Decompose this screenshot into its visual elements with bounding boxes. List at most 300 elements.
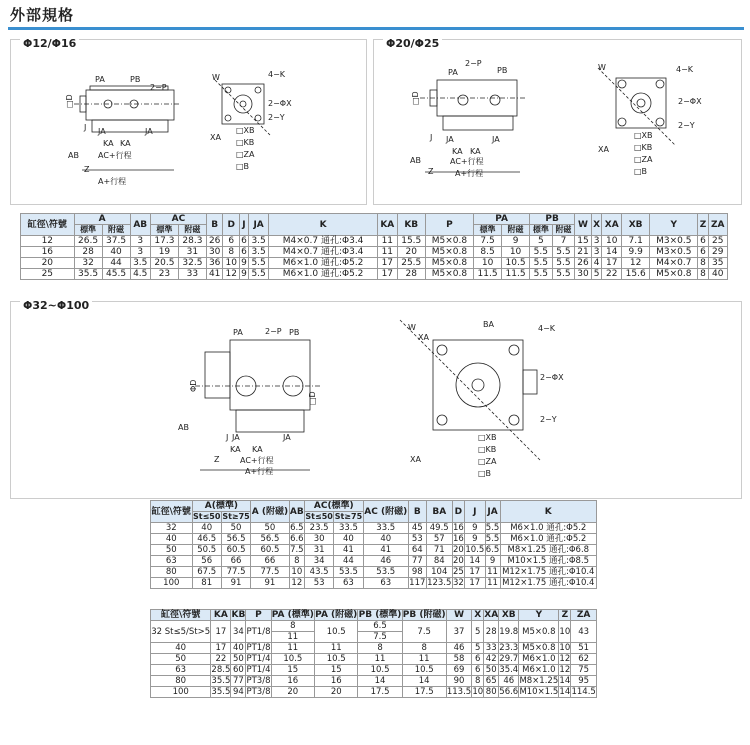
table-cell: 23.3 — [499, 643, 519, 653]
svg-text:□D: □D — [411, 91, 420, 105]
svg-text:AC+行程: AC+行程 — [450, 157, 484, 166]
svg-text:JA: JA — [98, 127, 106, 136]
table-cell: 65 — [484, 676, 499, 687]
table-cell: M10×1.5 通孔:Φ8.5 — [500, 556, 596, 567]
svg-text:AB: AB — [68, 151, 79, 160]
table-cell: M4×0.7 — [650, 258, 698, 269]
table-row — [151, 643, 597, 654]
table-cell: 114.5 — [571, 687, 596, 697]
table-cell: 12 — [622, 258, 650, 269]
table-cell: 9 — [241, 269, 247, 279]
svg-text:A+行程: A+行程 — [98, 177, 127, 186]
table-cell: 8.5 — [474, 247, 502, 258]
svg-text:KA: KA — [470, 147, 481, 156]
table-cell: 43.5 — [304, 567, 333, 578]
table-cell: 60.5 — [221, 545, 250, 556]
table-cell: 6 — [223, 236, 240, 247]
table-cell: 16 — [452, 534, 464, 544]
table-cell: 9 — [241, 258, 247, 268]
table-cell: 5.5 — [485, 534, 500, 544]
table-cell: 15 — [271, 665, 314, 676]
table-cell: 3 — [591, 247, 602, 258]
table-row — [21, 236, 728, 247]
table-cell: 17.5 — [402, 687, 446, 698]
svg-text:PB: PB — [130, 75, 141, 84]
table-cell: 35.5 — [211, 687, 231, 697]
table-cell: 10 — [502, 247, 530, 258]
svg-text:□B: □B — [634, 167, 648, 176]
table-cell: 77.5 — [221, 567, 250, 578]
table-cell: 8 — [472, 676, 484, 687]
table-cell: 29.7 — [499, 654, 519, 664]
table-cell: 104 — [426, 567, 452, 578]
table-cell: 77.5 — [251, 567, 290, 578]
table-cell: 117 — [409, 578, 426, 588]
table-cell: 50 — [251, 523, 290, 534]
table-cell: 45 — [408, 523, 426, 534]
table-cell: 28.5 — [211, 665, 231, 675]
table-cell: 5.5 — [485, 523, 500, 533]
table-cell: 17 — [377, 269, 397, 280]
svg-text:PA: PA — [95, 75, 105, 84]
table-header: XB — [499, 610, 519, 621]
table-header: Z — [559, 610, 571, 621]
svg-text:4−K: 4−K — [676, 65, 694, 74]
svg-text:AB: AB — [410, 156, 421, 165]
table-cell: 91 — [251, 578, 290, 589]
svg-text:AC+行程: AC+行程 — [98, 151, 132, 160]
table-cell: 71 — [426, 545, 452, 556]
table-cell: 11 — [358, 654, 402, 665]
table-cell: 49.5 — [426, 523, 452, 534]
table-cell: M8×1.25 通孔:Φ6.8 — [500, 545, 596, 556]
table-cell: 35.4 — [499, 665, 519, 675]
table-row — [151, 545, 597, 556]
table-cell: 11 — [271, 643, 314, 654]
table-cell: 8 — [223, 247, 240, 258]
table-cell: 80 — [151, 567, 193, 578]
table-cell: 32 — [151, 523, 193, 534]
table-cell: 67.5 — [192, 567, 221, 578]
drawing-large-front — [400, 320, 564, 478]
table-cell: M5×0.8 — [650, 269, 698, 280]
table-cell: 11 — [377, 247, 397, 258]
table-cell: 10.5 — [402, 665, 446, 676]
table-cell: 100 — [151, 578, 193, 589]
table-cell: 5.5 — [552, 247, 575, 258]
spec-table-large-b — [150, 609, 597, 698]
table-cell: 63 — [334, 578, 363, 589]
table-cell: 7.5 — [474, 236, 502, 247]
table-cell: 3 — [130, 247, 150, 258]
table-cell: 10.5 — [358, 665, 402, 676]
table-cell: 42 — [484, 654, 499, 665]
svg-text:2−ΦX: 2−ΦX — [678, 97, 702, 106]
table-cell: M3×0.5 — [650, 247, 698, 258]
table-cell: 15.5 — [397, 236, 425, 247]
table-cell: 28 — [74, 247, 102, 258]
table-cell: 9 — [465, 534, 486, 545]
table-row — [151, 654, 597, 665]
table-header: PA (標準) — [271, 610, 314, 620]
table-row — [151, 665, 597, 676]
table-cell: 17.5 — [358, 687, 402, 698]
svg-text:□KB: □KB — [478, 445, 497, 454]
table-cell: M6×1.0 通孔:Φ5.2 — [500, 523, 596, 534]
table-cell: 12 — [289, 578, 304, 589]
svg-text:XA: XA — [410, 455, 421, 464]
table-cell: 14 — [402, 676, 446, 687]
table-cell: 16 — [271, 676, 314, 687]
table-cell: M12×1.75 通孔:Φ10.4 — [500, 578, 596, 589]
table-cell: 17 — [465, 567, 486, 578]
svg-text:AC+行程: AC+行程 — [240, 456, 274, 465]
table-cell: 75 — [571, 665, 597, 676]
table-cell: 9.9 — [622, 247, 650, 258]
svg-text:JA: JA — [283, 433, 291, 442]
table-cell: 53.5 — [363, 567, 408, 578]
table-cell: 40 — [363, 534, 408, 545]
table-cell: M5×0.8 — [519, 643, 559, 654]
table-cell: 14 — [602, 247, 622, 258]
table-cell: 16 — [452, 523, 464, 533]
svg-text:Z: Z — [84, 165, 90, 174]
table-cell: 58 — [446, 654, 472, 665]
table-row — [151, 567, 597, 578]
table-cell: 5 — [591, 269, 602, 280]
table-cell: 50 — [151, 654, 211, 665]
svg-text:PA: PA — [448, 68, 458, 77]
table-cell: 10 — [472, 687, 484, 697]
svg-text:2−Y: 2−Y — [678, 121, 695, 130]
table-cell: 56 — [192, 556, 221, 567]
svg-text:W: W — [408, 323, 416, 332]
table-cell: 32.5 — [178, 258, 206, 269]
table-cell: 22 — [211, 654, 231, 665]
svg-text:□D: □D — [308, 391, 317, 405]
table-cell: 41 — [206, 269, 223, 280]
table-cell: M6×1.0 — [519, 654, 559, 665]
table-cell: 11 — [485, 567, 500, 578]
drawing-small-side — [65, 75, 180, 186]
table-cell: M5×0.8 — [425, 258, 473, 269]
table-cell: 25.5 — [397, 258, 425, 269]
table-row: 11 7.5 — [151, 632, 597, 643]
table-cell: 20.5 — [150, 258, 178, 269]
table-cell: 7 — [552, 236, 575, 247]
table-cell: 22 — [602, 269, 622, 280]
table-cell: 63 — [151, 556, 193, 567]
svg-text:KA: KA — [120, 139, 131, 148]
table-cell: 20 — [315, 687, 358, 698]
svg-text:□KB: □KB — [236, 138, 255, 147]
table-cell: 35.5 — [74, 269, 102, 280]
table-cell: 63 — [151, 665, 211, 676]
svg-text:AB: AB — [178, 423, 189, 432]
svg-text:JA: JA — [232, 433, 240, 442]
table-row — [21, 258, 728, 269]
svg-text:XA: XA — [418, 333, 429, 342]
table-cell: 20 — [452, 556, 464, 566]
table-cell: PT3/8 — [246, 676, 271, 686]
svg-text:Z: Z — [214, 455, 220, 464]
table-cell: M6×1.0 — [519, 665, 559, 676]
table-cell: 28.3 — [178, 236, 206, 247]
svg-text:XA: XA — [210, 133, 221, 142]
drawing-small-front — [210, 70, 292, 171]
svg-text:□B: □B — [478, 469, 492, 478]
table-row — [21, 247, 728, 258]
table-cell: 8 — [358, 643, 402, 654]
table-cell: 113.5 — [446, 687, 472, 697]
table-cell: 46 — [363, 556, 408, 567]
table-row — [151, 687, 597, 698]
table-cell: M6×1.0 通孔:Φ5.2 — [269, 269, 378, 280]
table-cell: 50 — [221, 523, 250, 534]
table-cell: 21 — [575, 247, 592, 258]
table-cell: 26.5 — [74, 236, 102, 247]
table-cell: 40 — [708, 269, 728, 280]
drawing-medium-front — [598, 63, 702, 176]
table-cell: 20 — [452, 545, 464, 555]
table-cell: 12 — [559, 654, 571, 664]
table-cell: 56.5 — [251, 534, 290, 545]
table-cell: 80 — [484, 687, 499, 698]
table-cell: 20 — [21, 258, 75, 269]
svg-text:A+行程: A+行程 — [245, 467, 274, 476]
table-cell: 50.5 — [192, 545, 221, 556]
table-cell: 5.5 — [552, 269, 575, 280]
table-cell: 30 — [304, 534, 333, 545]
table-cell: 10 — [602, 236, 622, 247]
table-header: ZA — [571, 610, 597, 621]
table-cell: PT1/8 — [246, 643, 271, 653]
svg-text:KA: KA — [252, 445, 263, 454]
table-cell: 31 — [178, 247, 206, 258]
svg-text:□D: □D — [65, 94, 74, 108]
svg-text:XA: XA — [598, 145, 609, 154]
table-cell: 8 — [698, 269, 708, 280]
spec-table-large-a: 缸徑\符號 A(標準) A (附磁) AB AC(標準) AC (附磁) B BA D J JA K St≤50 St≥75 St≤50 St≥75 32 40 50 50 6.5 23.5 33.5 33.5 45 49.5 16 9 5.5 M6×1.0 通孔:Φ5.2 40 46.5 56.5 56.5 6.6 30 40 40 53 57 16 9 5.5 M6×1.0 通孔:Φ5.2 50 50.5 60.5 60.5 7.5 31 41 41 64 71 20 10.5 6.5 M8×1.25 通孔:Φ6.8 63 56 66 66 8 34 44 46 77 84 20 14 9 M10×1.5 通孔:Φ8.5 80 67.5 77.5 77.5 10 43.5 53.5 53.5 98 104 25 17 11 M12×1.75 通孔:Φ10.4 100 81 91 91 12 53 63 63 117 123.5 32 17 11 M12×1.75 通孔:Φ10.4 — [150, 500, 597, 589]
table-cell: 15 — [575, 236, 592, 247]
svg-text:J: J — [226, 433, 229, 442]
table-cell: 33.5 — [363, 523, 408, 534]
svg-text:□B: □B — [236, 162, 250, 171]
table-cell: M3×0.5 — [650, 236, 698, 247]
table-cell: 25 — [21, 269, 75, 280]
table-cell: 3.5 — [130, 258, 150, 269]
table-cell: 5 — [472, 643, 484, 654]
table-cell: 60.5 — [251, 545, 290, 556]
table-cell: 8 — [698, 258, 708, 269]
table-cell: PT1/4 — [246, 665, 271, 675]
table-cell: 17.3 — [150, 236, 178, 247]
table-cell: M4×0.7 通孔:Φ3.4 — [269, 247, 378, 258]
table-cell: 14 — [358, 676, 402, 687]
table-header: Y — [519, 610, 559, 621]
table-row — [151, 676, 597, 687]
table-cell: 9 — [465, 523, 486, 534]
svg-text:□ZA: □ZA — [478, 457, 497, 466]
table-cell: 10.5 — [465, 545, 485, 555]
table-cell: 16 — [21, 247, 75, 258]
svg-text:□XB: □XB — [236, 126, 255, 135]
table-row — [21, 269, 728, 280]
table-header: P — [246, 610, 271, 621]
table-cell: 10 — [223, 258, 240, 269]
table-cell: 20 — [397, 247, 425, 258]
table-cell: 3 — [591, 236, 602, 247]
table-cell: 51 — [571, 643, 597, 654]
table-cell: 56.5 — [221, 534, 250, 545]
table-cell: 30 — [206, 247, 223, 258]
table-cell: 11.5 — [502, 269, 530, 280]
svg-text:PA: PA — [233, 328, 243, 337]
table-cell: 25 — [452, 567, 464, 577]
table-cell: 10.5 — [502, 258, 530, 269]
table-cell: 62 — [571, 654, 597, 665]
table-cell: 53 — [304, 578, 333, 589]
svg-text:□XB: □XB — [634, 131, 653, 140]
table-cell: 100 — [151, 687, 211, 698]
table-cell: 64 — [408, 545, 426, 556]
table-cell: 28 — [397, 269, 425, 280]
table-cell: 46 — [446, 643, 472, 654]
svg-text:2−ΦX: 2−ΦX — [268, 99, 292, 108]
table-row — [151, 556, 597, 567]
table-cell: 32 — [452, 578, 464, 588]
table-cell: 91 — [221, 578, 250, 589]
table-cell: 15.6 — [622, 269, 650, 280]
table-header: PB (附磁) — [402, 610, 446, 620]
table-cell: 90 — [446, 676, 472, 687]
svg-text:W: W — [598, 63, 606, 72]
table-cell: 40 — [151, 534, 193, 545]
table-cell: 5.5 — [248, 269, 268, 280]
table-cell: 35.5 — [211, 676, 231, 686]
table-cell: 17 — [465, 578, 486, 589]
table-cell: M6×1.0 通孔:Φ5.2 — [269, 258, 378, 269]
svg-text:2−Y: 2−Y — [540, 415, 557, 424]
table-cell: 40 — [192, 523, 221, 534]
table-header: XA — [484, 610, 499, 620]
col-bore: 缸徑\符號 — [21, 214, 75, 236]
svg-text:PB: PB — [289, 328, 300, 337]
table-cell: 6 — [698, 236, 708, 247]
table-cell: 25 — [708, 236, 728, 247]
table-cell: 123.5 — [427, 578, 452, 588]
svg-text:BA: BA — [483, 320, 494, 329]
table-row: 32 St≤5/St>5 17 34 PT1/8 8 10.5 6.5 7.5 37 5 28 19.8 M5×0.8 10 43 — [151, 621, 597, 632]
table-row — [151, 523, 597, 534]
table-cell: 6 — [241, 236, 247, 246]
table-cell: 6.5 — [485, 545, 500, 555]
svg-text:2−P: 2−P — [265, 327, 282, 336]
table-cell: 17 — [602, 258, 622, 269]
table-cell: 8 — [402, 643, 446, 654]
svg-text:W: W — [212, 73, 220, 82]
table-cell: 66 — [221, 556, 250, 567]
svg-text:JA: JA — [145, 127, 153, 136]
table-cell: M5×0.8 — [425, 269, 473, 280]
spec-table-small: 缸徑\符號 A AB AC B D J JA K KA KB P PA PB W X XA XB Y Z ZA 標準 附磁 標準 附磁 標準 附磁 標準 附磁 12 26.5 37.5 3 17.3 28.3 26 6 6 3.5 M4×0.7 通孔:Φ3.4 11 15.5 M5×0.8 7.5 9 5 7 15 3 10 7.1 M3×0.5 6 25 16 28 40 3 19 31 30 8 6 3.5 M4×0.7 通孔:Φ3.4 11 20 M5×0.8 8.5 10 5.5 5.5 21 3 14 9.9 M3×0.5 6 29 20 32 44 3.5 20.5 32.5 36 10 9 5.5 M6×1.0 通孔:Φ5.2 17 25.5 M5×0.8 10 10.5 5.5 5.5 26 4 17 12 M4×0.7 8 35 25 35.5 45.5 4.5 23 33 41 12 9 5.5 M6×1.0 通孔:Φ5.2 17 28 M5×0.8 11.5 11.5 5.5 5.5 30 5 22 15.6 M5×0.8 8 40 — [20, 213, 728, 280]
table-cell: 15 — [315, 665, 358, 676]
table-cell: M4×0.7 通孔:Φ3.4 — [269, 236, 378, 247]
table-cell: 14 — [559, 687, 571, 697]
table-cell: 20 — [271, 687, 314, 698]
table-cell: 40 — [334, 534, 363, 545]
svg-text:2−P: 2−P — [465, 59, 482, 68]
table-cell: 33 — [178, 269, 206, 280]
svg-text:□ZA: □ZA — [634, 155, 653, 164]
table-cell: 35 — [708, 258, 728, 269]
table-cell: 80 — [151, 676, 211, 687]
table-cell: 11 — [402, 654, 446, 665]
table-cell: M8×1.25 — [519, 676, 559, 686]
table-cell: 12 — [559, 665, 571, 675]
table-cell: 5.5 — [530, 269, 553, 280]
table-cell: 16 — [315, 676, 358, 687]
table-header: PA (附磁) — [315, 610, 358, 620]
table-cell: 11 — [377, 236, 397, 247]
table-cell: 4.5 — [130, 269, 150, 280]
svg-text:4−K: 4−K — [538, 324, 556, 333]
table-header: 缸徑\符號 — [151, 610, 211, 621]
svg-text:J: J — [84, 123, 87, 132]
table-cell: 7.1 — [622, 236, 650, 247]
table-cell: 77 — [408, 556, 426, 567]
table-row — [151, 534, 597, 545]
table-cell: 40 — [231, 643, 246, 654]
svg-text:□KB: □KB — [634, 143, 653, 152]
table-cell: 30 — [575, 269, 592, 280]
table-cell: 29 — [708, 247, 728, 258]
svg-text:KA: KA — [230, 445, 241, 454]
table-cell: 44 — [102, 258, 130, 269]
table-cell: 37.5 — [102, 236, 130, 247]
table-cell: 3.5 — [248, 247, 268, 258]
section-label-phi32-100: Φ32~Φ100 — [20, 299, 92, 312]
table-cell: 6 — [472, 665, 484, 676]
table-cell: 94 — [231, 687, 246, 698]
table-cell: 5 — [530, 236, 553, 247]
table-cell: 11 — [315, 643, 358, 654]
table-cell: 41 — [334, 545, 363, 556]
table-cell: 98 — [408, 567, 426, 578]
drawing-large-side — [178, 327, 320, 476]
svg-text:JA: JA — [446, 135, 454, 144]
table-cell: 6 — [241, 247, 247, 257]
table-cell: 56.6 — [499, 687, 519, 697]
table-cell: 26 — [206, 236, 223, 247]
svg-text:PB: PB — [497, 66, 508, 75]
table-cell: 69 — [446, 665, 472, 676]
table-cell: 53 — [408, 534, 426, 545]
svg-text:2−Y: 2−Y — [268, 113, 285, 122]
table-cell: 63 — [363, 578, 408, 589]
table-cell: 11.5 — [474, 269, 502, 280]
table-cell: 53.5 — [334, 567, 363, 578]
table-cell: 33 — [484, 643, 499, 654]
svg-text:4−K: 4−K — [268, 70, 286, 79]
section-label-phi12-16: Φ12/Φ16 — [20, 37, 79, 50]
table-cell: 14 — [559, 676, 571, 686]
table-cell: 10 — [559, 643, 571, 653]
table-cell: 3 — [130, 236, 150, 247]
table-cell: 10 — [289, 567, 304, 578]
table-cell: M5×0.8 — [425, 236, 473, 247]
table-cell: 4 — [591, 258, 602, 269]
